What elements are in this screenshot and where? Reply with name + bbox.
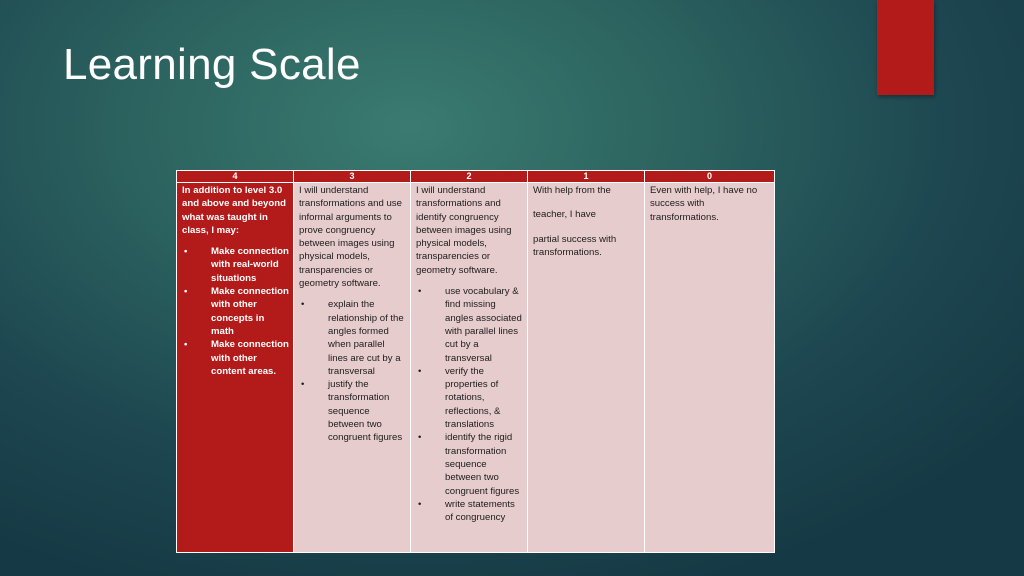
- learning-scale-table: [176, 170, 775, 553]
- header-level-1: 1: [528, 171, 645, 183]
- list-item: • Make connection with other concepts in math: [182, 285, 289, 338]
- level-3-intro: I will understand transformations and use informal arguments to prove congruency between images using physical models, transparencies or geometry software.: [299, 185, 402, 290]
- list-item: • use vocabulary & find missing angles associated with parallel lines cut by a transversal: [416, 285, 523, 365]
- list-item: • identify the rigid transformation sequence between two congruent figures: [416, 431, 523, 497]
- header-level-4: 4: [177, 171, 294, 183]
- level-0-cell: [645, 183, 775, 553]
- level-3-cell: [294, 183, 411, 553]
- list-item: • justify the transformation sequence between two congruent figures: [299, 378, 406, 444]
- level-1-line3: partial success with transformations.: [533, 233, 617, 258]
- header-level-2: 2: [411, 171, 528, 183]
- list-item: • verify the properties of rotations, reflections, & translations: [416, 365, 523, 431]
- level-4-intro: In addition to level 3.0 and above and beyond what was taught in class, I may:: [182, 185, 286, 236]
- level-4-cell: [177, 183, 294, 553]
- level-4-list: [182, 245, 289, 378]
- list-item: • explain the relationship of the angles formed when parallel lines are cut by a transversal: [299, 298, 406, 378]
- header-level-0: 0: [645, 171, 775, 183]
- level-0-text: Even with help, I have no success with transformations.: [650, 185, 758, 223]
- list-item: • Make connection with other content areas.: [182, 338, 289, 378]
- content-row: [177, 183, 775, 553]
- level-1-cell: [528, 183, 645, 553]
- level-3-list: [299, 298, 406, 444]
- header-level-3: 3: [294, 171, 411, 183]
- list-item: • write statements of congruency: [416, 498, 523, 525]
- level-2-cell: [411, 183, 528, 553]
- list-item: • Make connection with real-world situations: [182, 245, 289, 285]
- accent-rectangle: [877, 0, 934, 95]
- slide-title: Learning Scale: [63, 40, 361, 89]
- level-1-line1: With help from the: [533, 185, 611, 196]
- level-1-line2: teacher, I have: [533, 209, 596, 221]
- level-2-intro: I will understand transformations and identify congruency between images using physical models, transparencies or geometry software.: [416, 185, 512, 276]
- level-2-list: [416, 285, 523, 524]
- header-row: [177, 171, 775, 183]
